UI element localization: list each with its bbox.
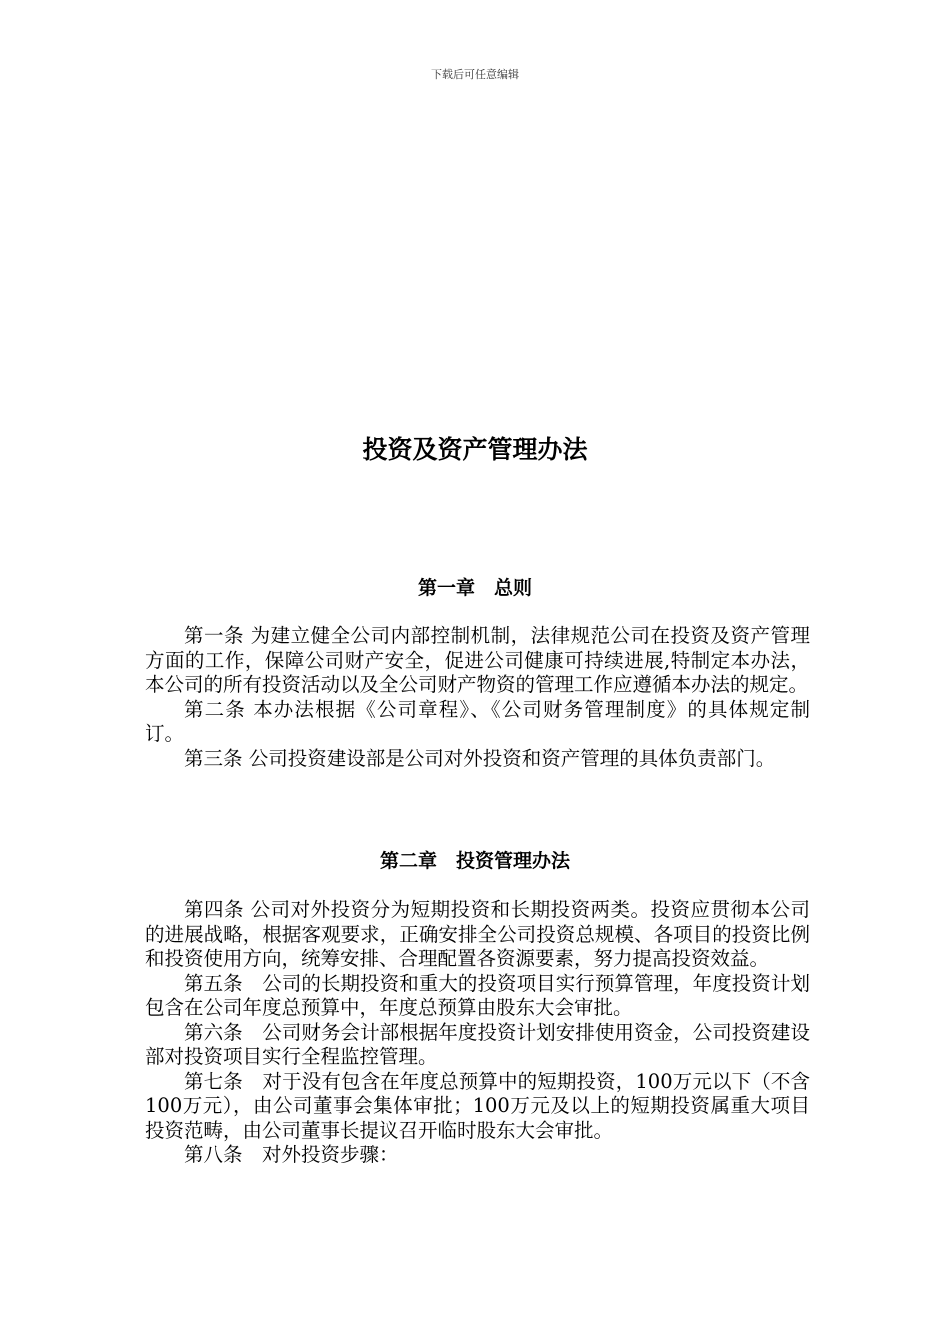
chapter-2-heading: 第二章 投资管理办法: [379, 850, 570, 872]
chapter-1-body: [145, 624, 810, 771]
article-4: 第四条 公司对外投资分为短期投资和长期投资两类。投资应贯彻本公司的进展战略，根据客观要求，正确安排全公司投资总规模、各项目的投资比例和投资使用方向，统筹安排、合理配置各资源要素，努力提高投资效益。: [145, 898, 810, 970]
article-8: 第八条 对外投资步骤：: [184, 1143, 399, 1166]
chapter-2-body: [145, 898, 810, 1168]
chapter-1-heading: 第一章 总则: [417, 577, 532, 599]
article-1: 第一条 为建立健全公司内部控制机制，法律规范公司在投资及资产管理方面的工作，保障公司财产安全，促进公司健康可持续进展,特制定本办法，本公司的所有投资活动以及全公司财产物资的管理工作应遵循本办法的规定。: [145, 624, 810, 696]
document-title: 投资及资产管理办法: [362, 435, 588, 464]
article-7: 第七条 对于没有包含在年度总预算中的短期投资，100万元以下（不含100万元），由公司董事会集体审批；100万元及以上的短期投资属重大项目投资范畴，由公司董事长提议召开临时股东大会审批。: [145, 1069, 810, 1142]
header-note: 下载后可任意编辑: [431, 68, 519, 81]
article-2: 第二条 本办法根据《公司章程》、《公司财务管理制度》的具体规定制订。: [145, 697, 810, 745]
article-3: 第三条 公司投资建设部是公司对外投资和资产管理的具体负责部门。: [184, 746, 776, 770]
article-6: 第六条 公司财务会计部根据年度投资计划安排使用资金，公司投资建设部对投资项目实行全程监控管理。: [145, 1020, 810, 1068]
article-5: 第五条 公司的长期投资和重大的投资项目实行预算管理，年度投资计划包含在公司年度总预算中，年度总预算由股东大会审批。: [145, 971, 810, 1019]
